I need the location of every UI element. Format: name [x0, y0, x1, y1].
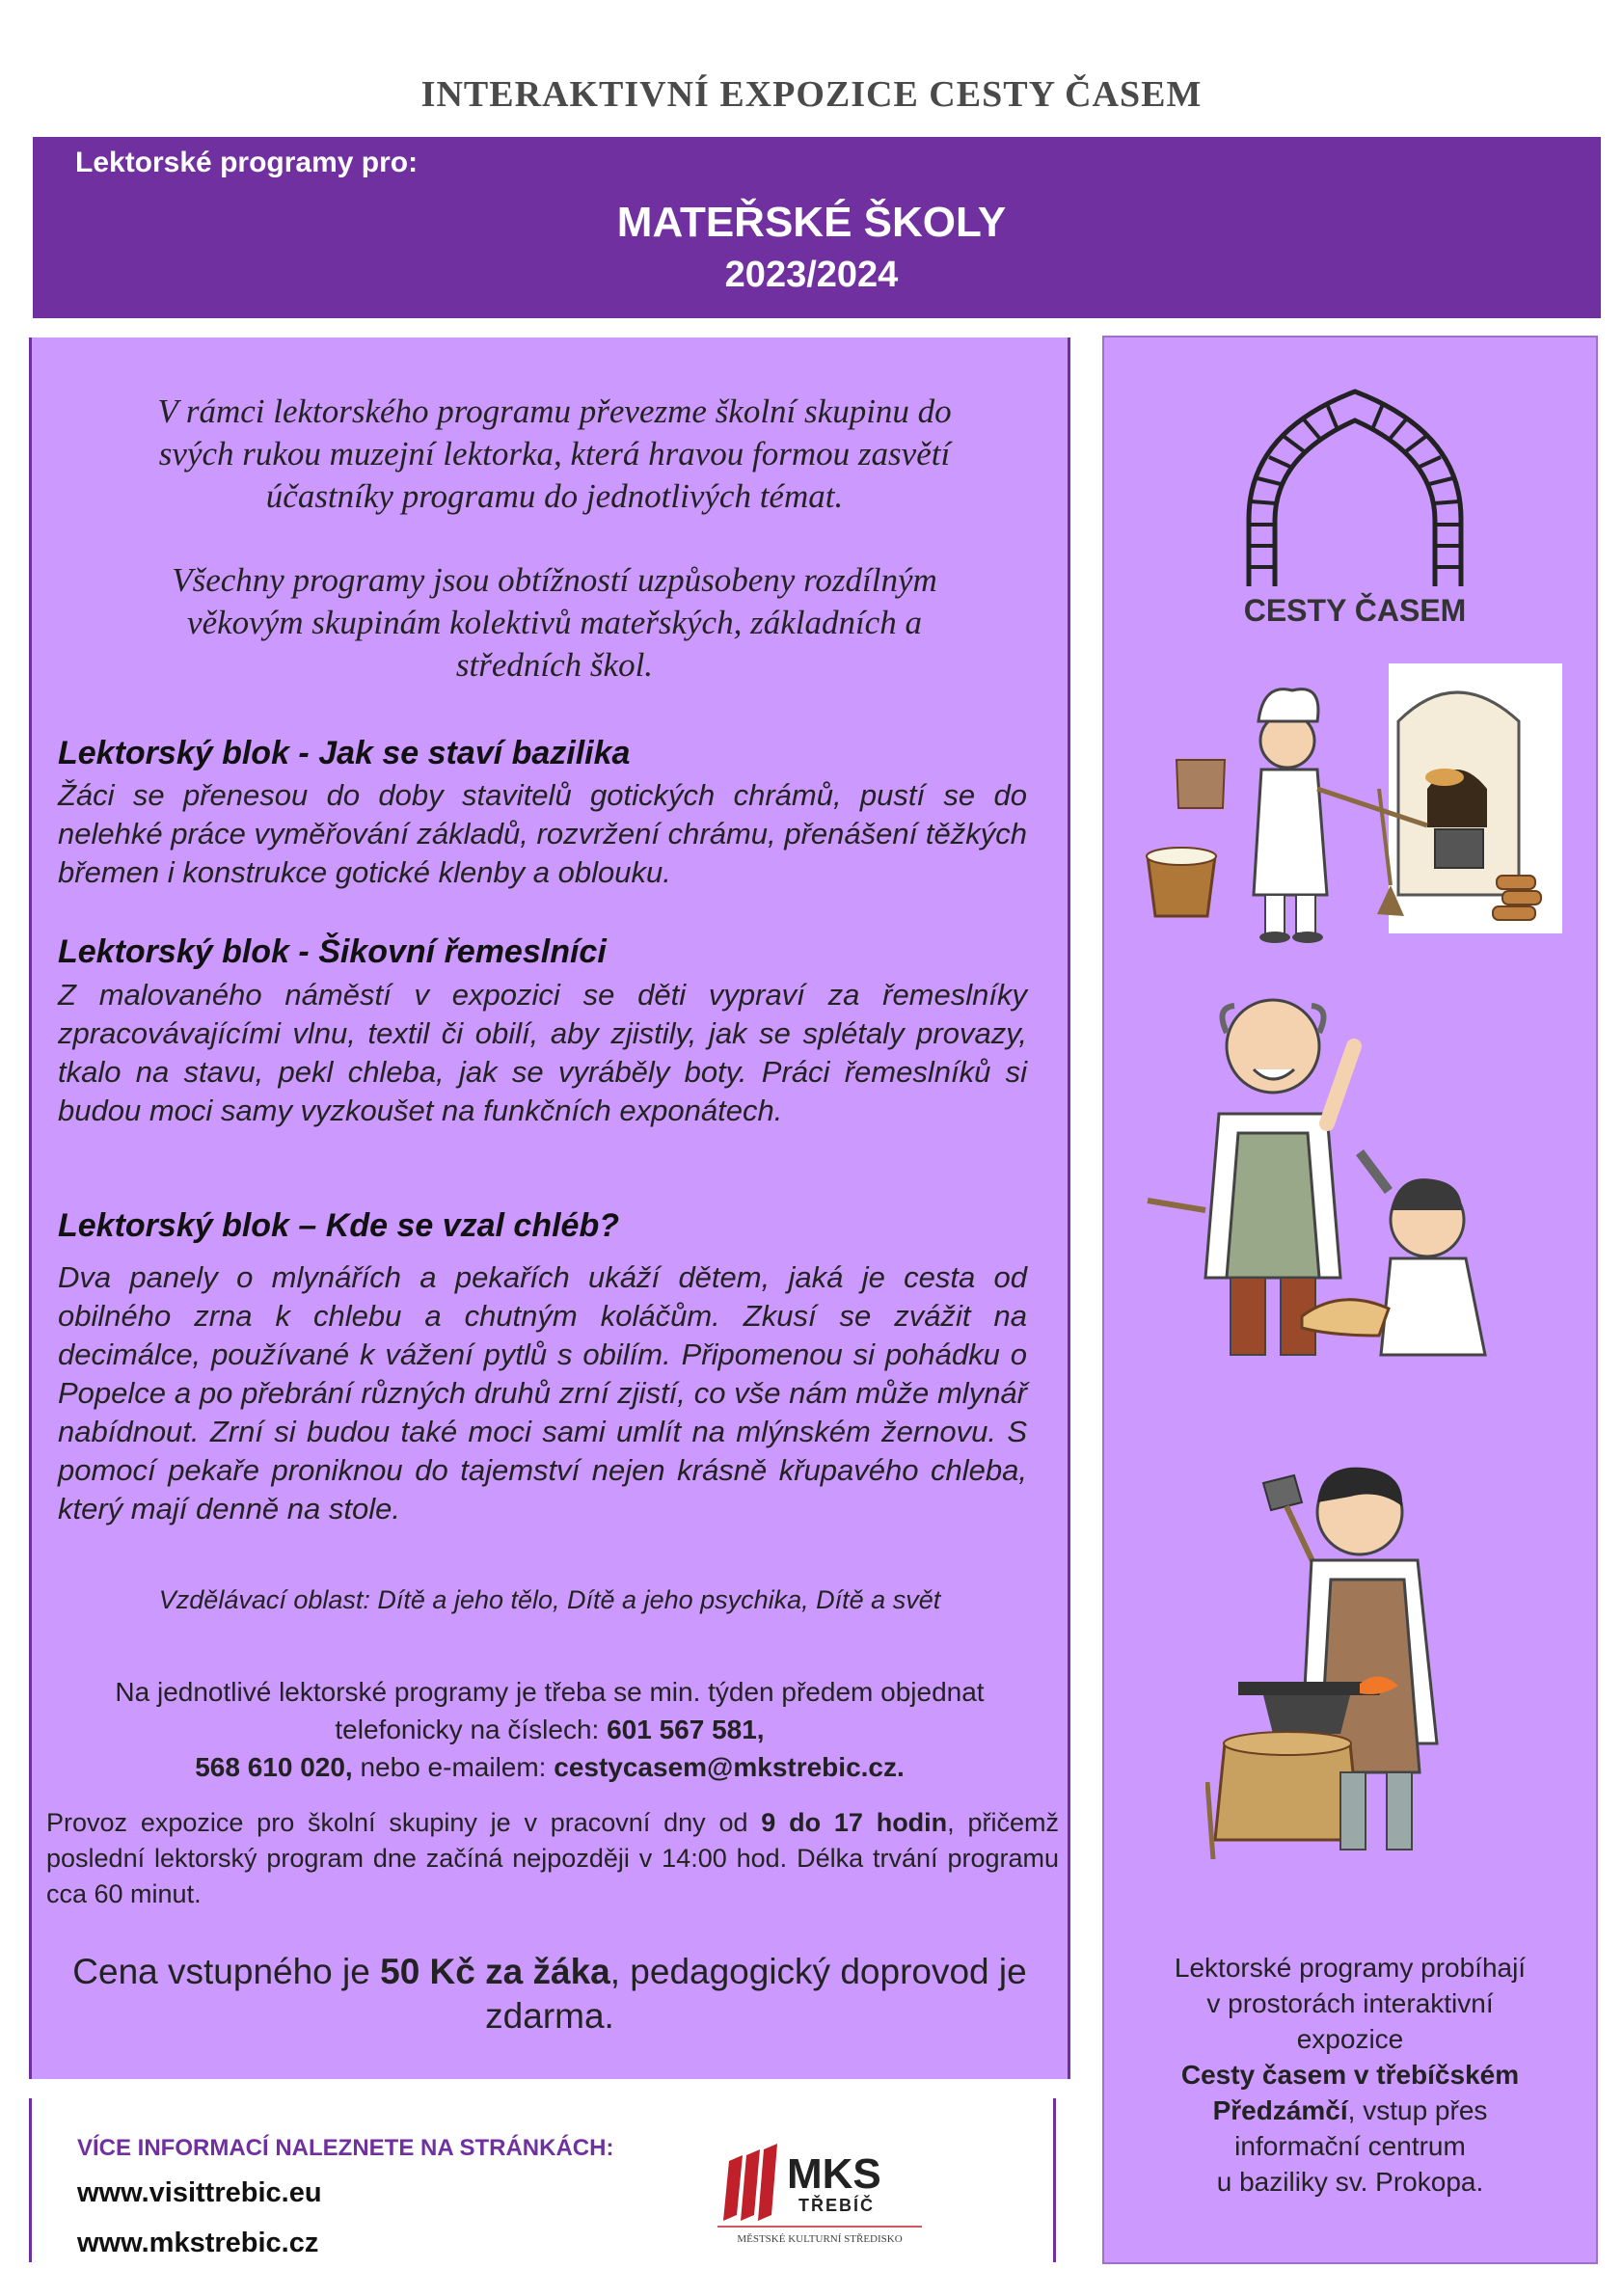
mks-logo	[714, 2136, 926, 2250]
order-line-3-text: nebo e-mailem:	[352, 1752, 555, 1782]
side-text-line	[1109, 2093, 1591, 2128]
side-text-line: informační centrum	[1234, 2131, 1466, 2161]
gothic-arch-logo-icon	[1215, 384, 1495, 635]
header-prefix: Lektorské programy pro:	[75, 147, 419, 178]
block-heading-craftsmen: Lektorský blok - Šikovní řemeslníci	[58, 933, 607, 970]
side-text-venue: Cesty časem v třebíčském	[1180, 2060, 1520, 2090]
block-heading-basilica: Lektorský blok - Jak se staví bazilika	[58, 735, 631, 771]
side-text-line: expozice	[1296, 2024, 1404, 2054]
side-text-venue-part: Předzámčí	[1212, 2095, 1348, 2125]
side-text-line	[1109, 2057, 1591, 2093]
side-text-entry: , vstup přes	[1347, 2095, 1488, 2125]
footer-divider-left	[29, 2098, 32, 2262]
document-title: INTERAKTIVNÍ EXPOZICE CESTY ČASEM	[420, 74, 1203, 115]
footer-heading: VÍCE INFORMACÍ NALEZNETE NA STRÁNKÁCH:	[77, 2135, 614, 2161]
header-title: MATEŘSKÉ ŠKOLY	[616, 199, 1007, 246]
side-logo-text: CESTY ČASEM	[1243, 593, 1467, 628]
phone-number-1: 601 567 581,	[607, 1715, 765, 1744]
shoemaker-illustration-icon	[1138, 969, 1562, 1393]
order-line-2	[39, 1711, 1061, 1748]
side-text-line: Lektorské programy probíhají	[1174, 1953, 1527, 1983]
mks-logo-subtitle: MĚSTSKÉ KULTURNÍ STŘEDISKO	[737, 2233, 903, 2245]
operation-info	[46, 1805, 1059, 1912]
block-heading-bread: Lektorský blok – Kde se vzal chléb?	[58, 1207, 620, 1244]
header-year: 2023/2024	[724, 255, 899, 295]
operation-text-1: Provoz expozice pro školní skupiny je v pracovní dny od	[46, 1808, 762, 1837]
intro-line: středních škol.	[455, 646, 654, 684]
footer-link-visittrebic[interactable]: www.visittrebic.eu	[77, 2177, 322, 2208]
mks-logo-flags-icon	[723, 2144, 777, 2221]
intro-line: účastníky programu do jednotlivých témat.	[265, 477, 844, 515]
side-text-line: u baziliky sv. Prokopa.	[1216, 2167, 1484, 2197]
operation-text-2: , přičemž poslední lektorský program dne začíná nejpozději v 14:00 hod. Délka trvání programu cca 60 minut.	[46, 1808, 1059, 1908]
order-line-1: Na jednotlivé lektorské programy je třeba se min. týden předem objednat	[115, 1677, 985, 1707]
education-area: Vzdělávací oblast: Dítě a jeho tělo, Dítě a jeho psychika, Dítě a svět	[158, 1585, 941, 1614]
price-text-1: Cena vstupného je	[72, 1952, 381, 1991]
phone-number-2: 568 610 020,	[195, 1752, 353, 1782]
operation-hours: 9 do 17 hodin	[761, 1808, 948, 1837]
mks-logo-city: TŘEBÍČ	[798, 2196, 875, 2215]
contact-email: cestycasem@mkstrebic.cz.	[554, 1752, 905, 1782]
price-info	[39, 1950, 1061, 2039]
price-amount: 50 Kč za žáka	[380, 1952, 610, 1991]
side-location-text	[1109, 1950, 1591, 2200]
block-text-bread: Dva panely o mlynářích a pekařích ukáží dětem, jaká je cesta od obilného zrna k chlebu a chutným koláčům. Zkusí se zvážit na decimálce, používané k vážení pytlů s obilím. Připomenou si pohádku o Popelce a po přebrání různých druhů zrní zjistí, co vše nám může mlynář nabídnout. Zrní si budou také moci sami umlít na mlýnském žernovu. S pomocí pekaře proniknou do tajemství nejen krásně křupavého chleba, který mají denně na stole.	[58, 1260, 1027, 1526]
mks-logo-name: MKS	[787, 2150, 881, 2198]
intro-line: věkovým skupinám kolektivů mateřských, základních a	[187, 604, 922, 641]
price-text-2: , pedagogický doprovod je zdarma.	[485, 1952, 1027, 2036]
block-text-basilica: Žáci se přenesou do doby stavitelů gotických chrámů, pustí se do nelehké práce vyměřování základů, rozvržení chrámu, přenášení těžkých břemen i konstrukce gotické klenby a oblouku.	[58, 778, 1027, 889]
order-line-2-text: telefonicky na číslech:	[335, 1715, 608, 1744]
side-text-line: v prostorách interaktivní	[1206, 1988, 1494, 2018]
footer-link-mkstrebic[interactable]: www.mkstrebic.cz	[77, 2228, 319, 2258]
intro-line: V rámci lektorského programu převezme školní skupinu do	[157, 392, 952, 430]
baker-illustration-icon	[1138, 663, 1562, 953]
intro-paragraph-2	[58, 559, 1051, 687]
intro-line: svých rukou muzejní lektorka, která hravou formou zasvětí	[158, 435, 951, 473]
intro-paragraph-1	[58, 391, 1051, 518]
block-text-craftsmen: Z malovaného náměstí v expozici se děti vypraví za řemeslníky zpracovávajícími vlnu, textil či obilí, aby zjistily, jak se splétaly provazy, tkalo na stavu, pekl chleba, jak se vyráběly boty. Práci řemeslníků si budou moci samy vyzkoušet na funkčních exponátech.	[58, 978, 1027, 1127]
order-line-3	[39, 1748, 1061, 1786]
footer-divider-right	[1053, 2098, 1056, 2262]
order-info	[39, 1673, 1061, 1786]
intro-line: Všechny programy jsou obtížností uzpůsobeny rozdílným	[172, 561, 937, 599]
blacksmith-illustration-icon	[1205, 1454, 1524, 1859]
